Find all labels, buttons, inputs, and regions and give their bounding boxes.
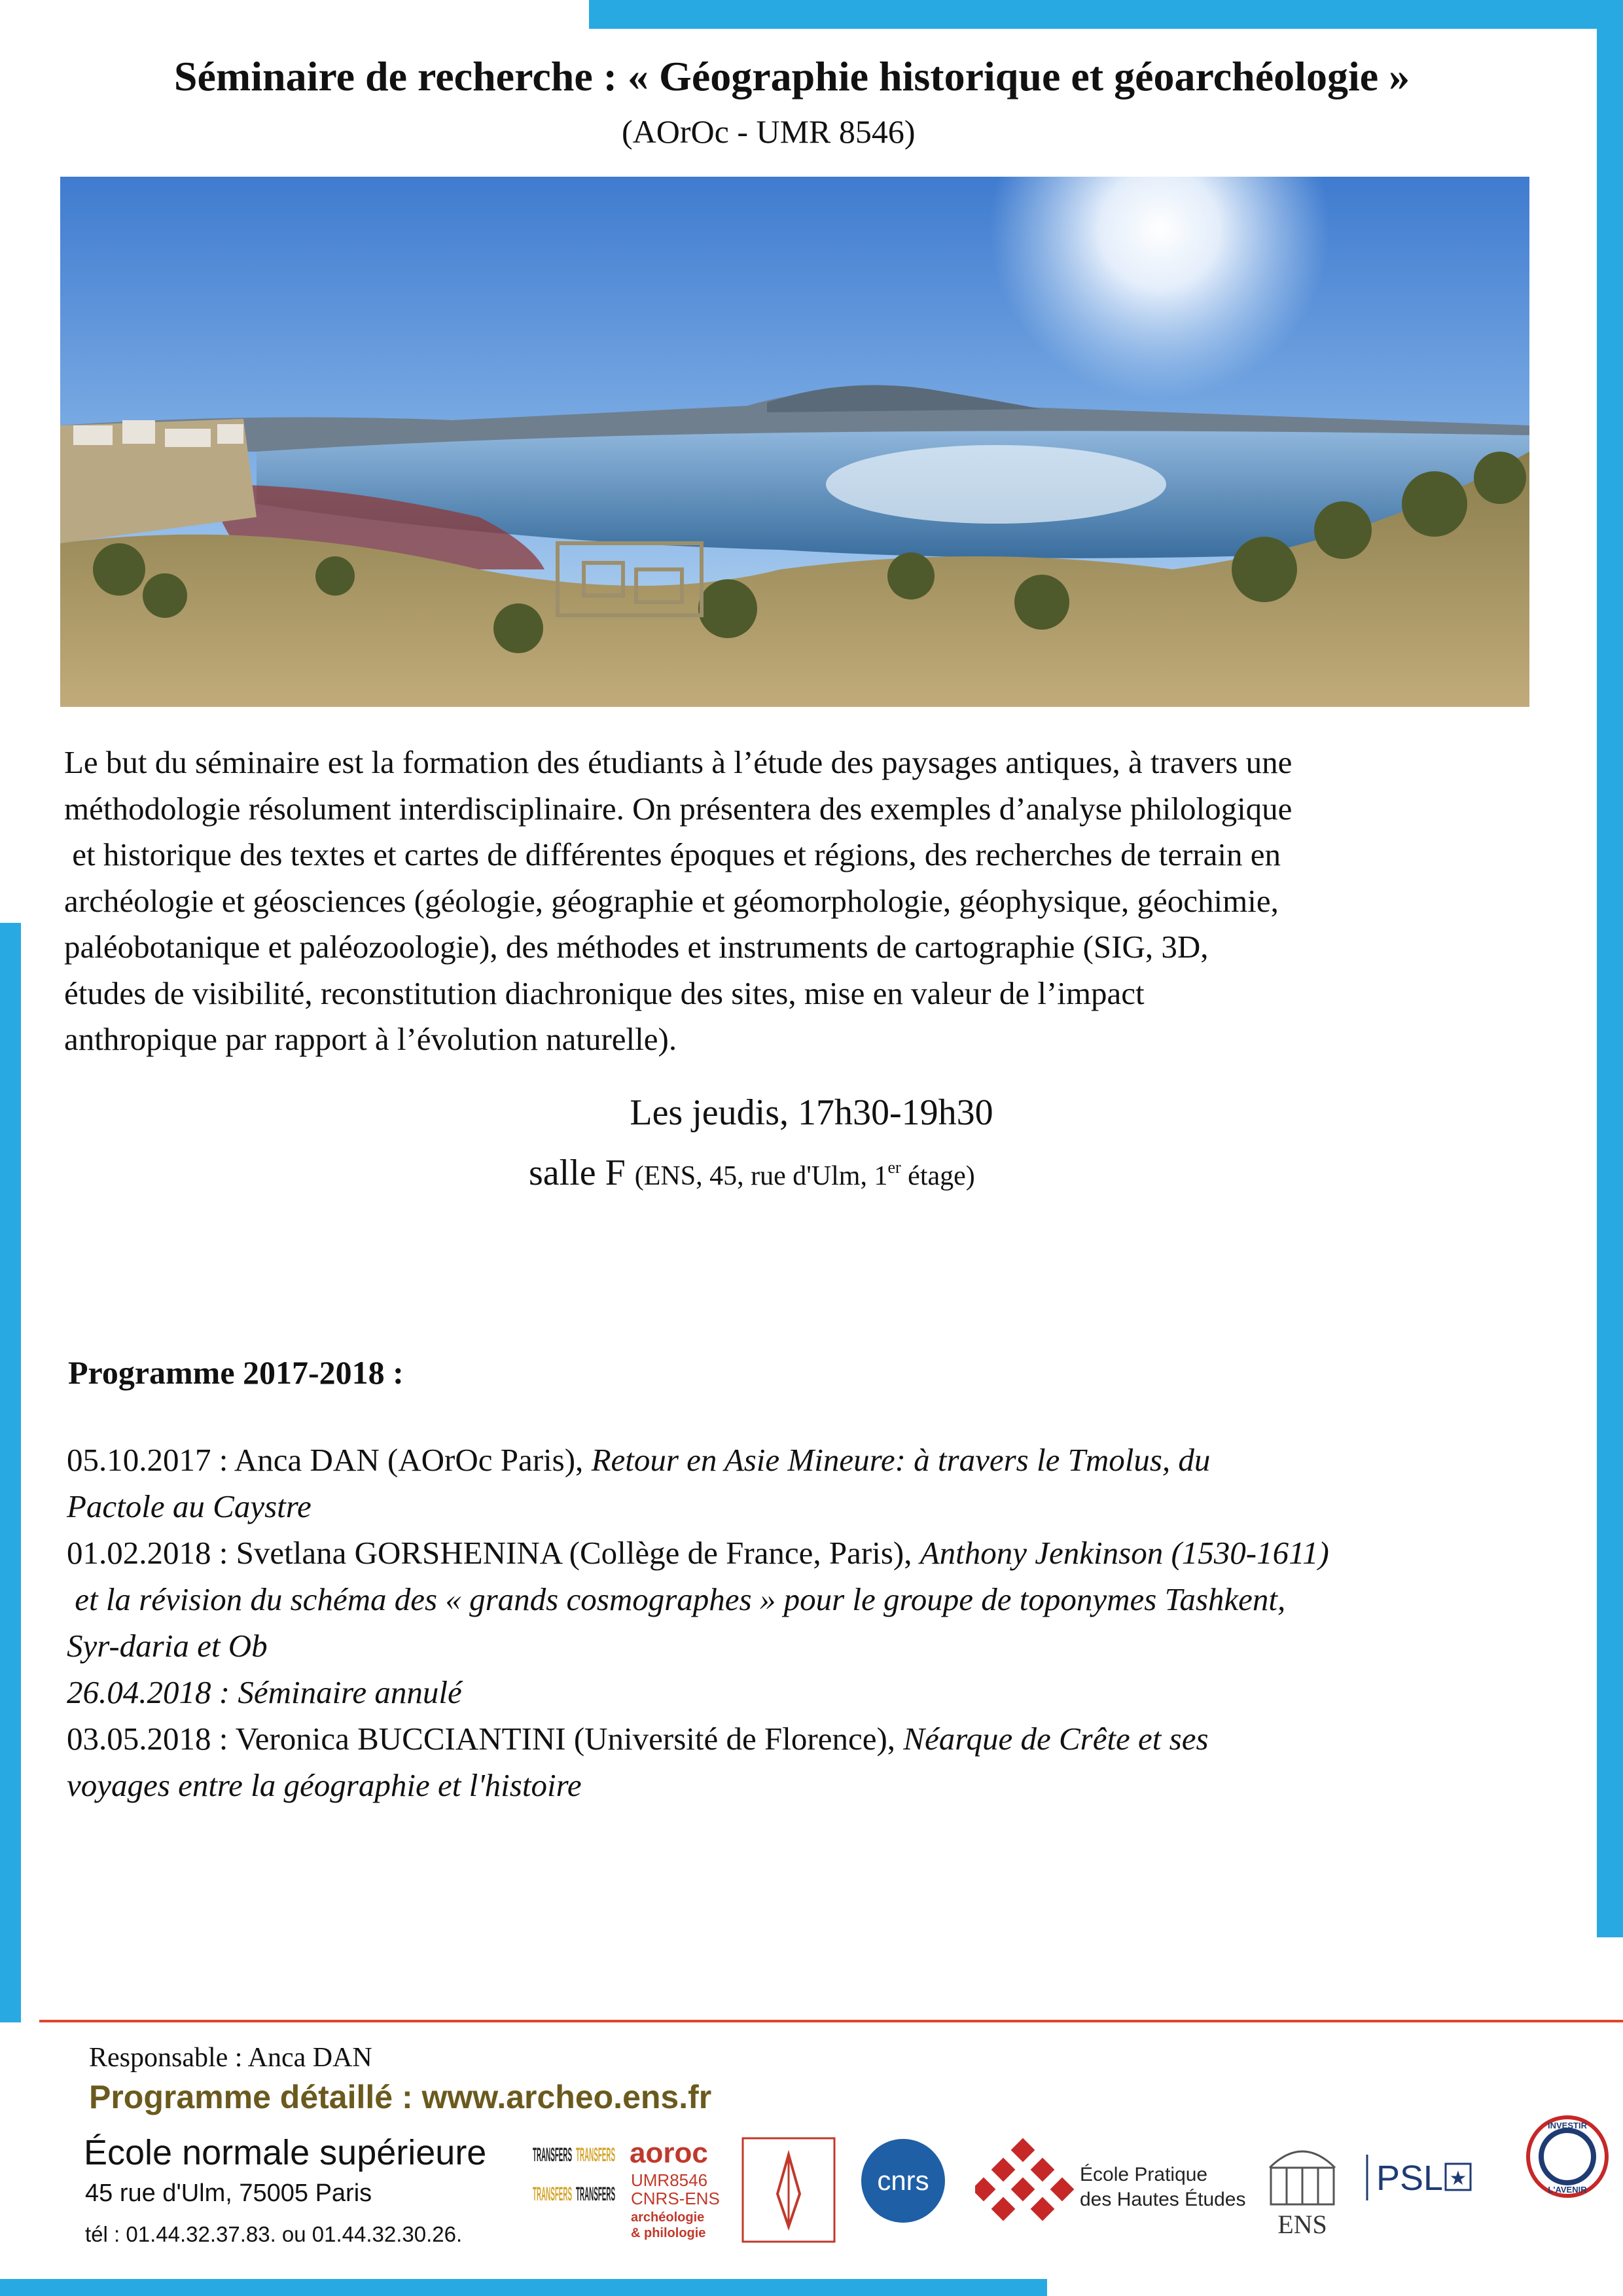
page-title: Séminaire de recherche : « Géographie historique et géoarchéologie » bbox=[173, 53, 1410, 99]
intro-line: paléobotanique et paléozoologie), des méthodes et instruments de cartographie (SIG, 3D, bbox=[64, 929, 1209, 965]
entry-title: Néarque de Crête et ses bbox=[903, 1721, 1209, 1757]
programme-heading: Programme 2017-2018 : bbox=[68, 1354, 404, 1391]
entry-lead: 03.05.2018 : Veronica BUCCIANTINI (Université de Florence), bbox=[67, 1721, 904, 1757]
aoroc-line-3: archéologie bbox=[631, 2210, 705, 2225]
entry-title: Anthony Jenkinson (1530-1611) bbox=[919, 1535, 1329, 1571]
programme-link[interactable]: Programme détaillé : www.archeo.ens.fr bbox=[89, 2079, 712, 2115]
room-detail-sup: er bbox=[887, 1158, 901, 1177]
programme-entry bbox=[67, 1576, 1585, 1623]
left-accent-bar bbox=[0, 923, 21, 2022]
ephe-line-2: des Hautes Études bbox=[1080, 2189, 1246, 2210]
aoroc-line-4: & philologie bbox=[631, 2226, 706, 2240]
ens-logo bbox=[1257, 2135, 1348, 2240]
transfers-text-3: TRANSFERS bbox=[533, 2183, 572, 2205]
investir-bottom-text: L'AVENIR bbox=[1548, 2185, 1587, 2195]
programme-entry bbox=[67, 1437, 1585, 1483]
responsable: Responsable : Anca DAN bbox=[89, 2043, 372, 2073]
school-address: 45 rue d'Ulm, 75005 Paris bbox=[85, 2179, 372, 2207]
room-detail-floor: étage) bbox=[901, 1161, 975, 1191]
right-accent-bar bbox=[1597, 0, 1623, 1937]
school-phone: tél : 01.44.32.37.83. ou 01.44.32.30.26. bbox=[85, 2222, 463, 2246]
footer-divider bbox=[39, 2020, 1623, 2022]
intro-paragraph bbox=[64, 740, 1569, 1063]
intro-line: Le but du séminaire est la formation des étudiants à l’étude des paysages antiques, à travers une bbox=[64, 744, 1293, 780]
room-name: salle F bbox=[529, 1153, 626, 1193]
aoroc-line-1: UMR8546 bbox=[631, 2170, 708, 2190]
cnrs-logo bbox=[856, 2135, 954, 2227]
intro-line: anthropique par rapport à l’évolution naturelle). bbox=[64, 1021, 677, 1057]
programme-entry bbox=[67, 1715, 1585, 1762]
ephe-line-1: École Pratique bbox=[1080, 2164, 1208, 2185]
intro-line: et historique des textes et cartes de différentes époques et régions, des recherches de terrain en bbox=[64, 836, 1281, 872]
programme-entry bbox=[67, 1623, 1585, 1669]
investir-top-text: INVESTIR bbox=[1548, 2121, 1587, 2130]
schedule-room bbox=[529, 1152, 975, 1194]
room-detail bbox=[634, 1158, 975, 1191]
schedule-days: Les jeudis, 17h30-19h30 bbox=[630, 1092, 993, 1133]
transfers-text-1: TRANSFERS bbox=[533, 2144, 572, 2166]
page-subtitle: (AOrOc - UMR 8546) bbox=[622, 113, 916, 150]
aoroc-logo bbox=[628, 2135, 838, 2246]
transfers-text-2: TRANSFERS bbox=[576, 2144, 615, 2166]
entry-title: Syr-daria et Ob bbox=[67, 1628, 268, 1664]
top-accent-bar bbox=[589, 0, 1623, 29]
transfers-logo bbox=[529, 2135, 620, 2233]
ens-text: ENS bbox=[1277, 2210, 1327, 2239]
entry-lead: 05.10.2017 : Anca DAN (AOrOc Paris), bbox=[67, 1442, 592, 1478]
entry-title: Pactole au Caystre bbox=[67, 1488, 312, 1524]
transfers-text-4: TRANSFERS bbox=[576, 2183, 615, 2205]
entry-title: et la révision du schéma des « grands cosmographes » pour le groupe de toponymes Tashkent, bbox=[67, 1581, 1286, 1617]
room-detail-text: (ENS, 45, rue d'Ulm, 1 bbox=[634, 1161, 888, 1191]
investir-avenir-logo bbox=[1525, 2114, 1610, 2199]
entry-title: Retour en Asie Mineure: à travers le Tmolus, du bbox=[591, 1442, 1211, 1478]
intro-line: archéologie et géosciences (géologie, géographie et géomorphologie, géophysique, géochimie, bbox=[64, 882, 1279, 919]
programme-entry bbox=[67, 1762, 1585, 1808]
entry-lead: 01.02.2018 : Svetlana GORSHENINA (Collège de France, Paris), bbox=[67, 1535, 920, 1571]
aoroc-name: aoroc bbox=[630, 2137, 708, 2169]
ephe-logo bbox=[975, 2135, 1250, 2233]
aoroc-line-2: CNRS-ENS bbox=[631, 2189, 720, 2208]
psl-logo bbox=[1364, 2135, 1472, 2220]
landscape-photo bbox=[60, 177, 1529, 707]
bottom-accent-bar bbox=[0, 2279, 1047, 2296]
programme-entry bbox=[67, 1483, 1585, 1530]
entry-title: 26.04.2018 : Séminaire annulé bbox=[67, 1674, 462, 1710]
intro-line: méthodologie résolument interdisciplinaire. On présentera des exemples d’analyse philologique bbox=[64, 790, 1293, 827]
cnrs-text: cnrs bbox=[877, 2165, 929, 2196]
programme-entry bbox=[67, 1530, 1585, 1576]
school-name: École normale supérieure bbox=[84, 2133, 487, 2172]
psl-star-icon: ★ bbox=[1449, 2167, 1467, 2190]
programme-list bbox=[67, 1437, 1585, 1808]
intro-line: études de visibilité, reconstitution diachronique des sites, mise en valeur de l’impact bbox=[64, 975, 1145, 1011]
psl-text: PSL bbox=[1376, 2159, 1444, 2198]
programme-entry bbox=[67, 1669, 1585, 1715]
entry-title: voyages entre la géographie et l'histoire bbox=[67, 1767, 582, 1803]
